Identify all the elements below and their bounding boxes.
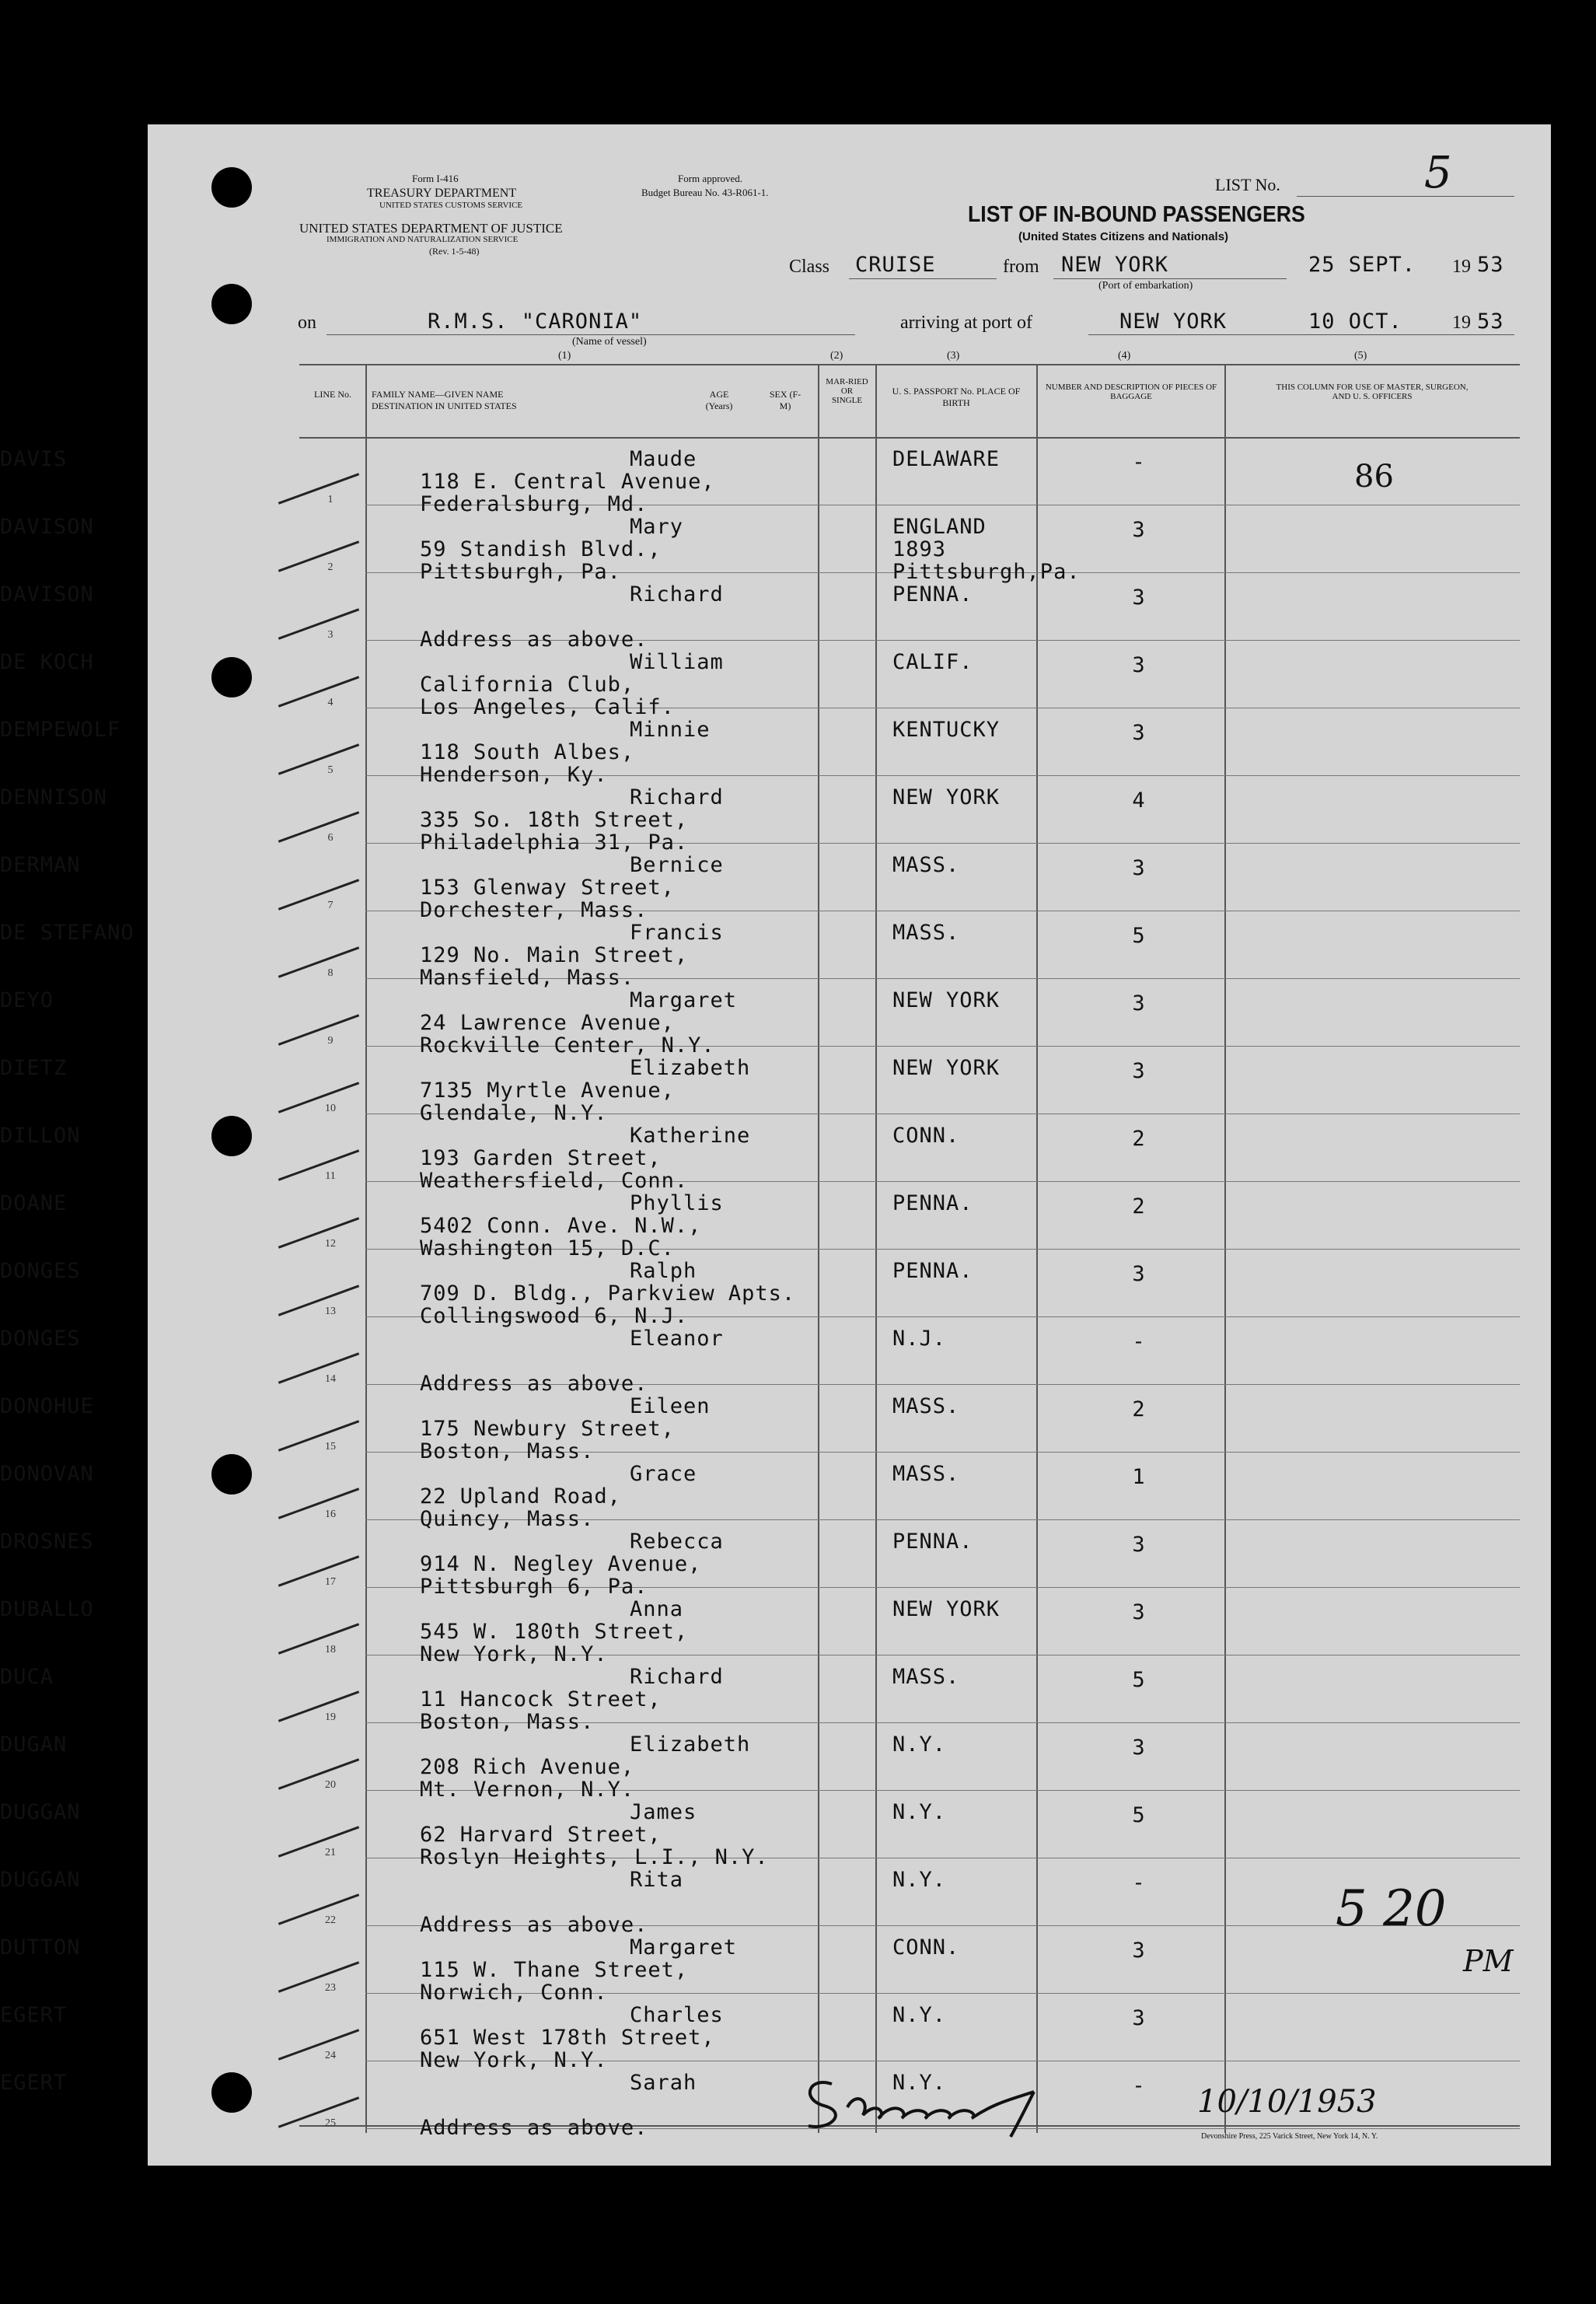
passenger-pob: N.Y.	[892, 1800, 947, 1824]
line-number: 6	[327, 832, 334, 844]
passenger-bag: 3	[1132, 586, 1146, 610]
depart-year-prefix: 19	[1452, 257, 1471, 277]
passenger-addr1: 7135 Myrtle Avenue,	[420, 1079, 675, 1103]
passenger-given: Elizabeth	[630, 1732, 751, 1757]
passenger-addr1: 335 So. 18th Street,	[420, 808, 689, 832]
passenger-addr1: 129 No. Main Street,	[420, 943, 689, 967]
ins-service: IMMIGRATION AND NATURALIZATION SERVICE	[327, 235, 519, 244]
passenger-family: DE KOCH	[0, 650, 94, 674]
passenger-addr2: Address as above.	[420, 628, 648, 652]
line-number: 9	[327, 1035, 334, 1047]
passenger-pob: PENNA.	[892, 1530, 973, 1554]
treasury-dept: TREASURY DEPARTMENT	[367, 187, 517, 200]
passenger-family: DONOHUE	[0, 1394, 94, 1418]
header-passport: U. S. PASSPORT No. PLACE OF BIRTH	[892, 386, 1021, 408]
line-number: 10	[325, 1103, 336, 1114]
line-number: 25	[325, 2117, 336, 2129]
passenger-row	[0, 1327, 1596, 1394]
vessel-name: R.M.S. "CARONIA"	[428, 309, 643, 334]
passenger-pob: NEW YORK	[892, 988, 1001, 1012]
passenger-addr2: Los Angeles, Calif.	[420, 695, 675, 719]
form-number: Form I-416	[412, 173, 459, 184]
passenger-given: Elizabeth	[630, 1056, 751, 1080]
passenger-row	[0, 1259, 1596, 1327]
passenger-bag: 5	[1132, 924, 1146, 948]
passenger-pob: MASS.	[892, 1665, 960, 1689]
passenger-family: DUGGAN	[0, 1800, 81, 1824]
form-approved: Form approved.	[678, 173, 743, 184]
passenger-bag: -	[1132, 1330, 1146, 1354]
arrive-port: NEW YORK	[1119, 309, 1228, 334]
passenger-family: DUBALLO	[0, 1597, 94, 1621]
passenger-row	[0, 1732, 1596, 1800]
passenger-addr2: Philadelphia 31, Pa.	[420, 830, 689, 855]
passenger-pob: N.Y.	[892, 1732, 947, 1757]
passenger-pob: MASS.	[892, 1394, 960, 1418]
passenger-addr2: Rockville Center, N.Y.	[420, 1033, 715, 1058]
passenger-bag: 3	[1132, 1059, 1146, 1083]
arriving-label: arriving at port of	[900, 313, 1032, 333]
line-number: 16	[325, 1509, 336, 1520]
arrive-year: 53	[1477, 309, 1504, 334]
passenger-family: DUTTON	[0, 1935, 81, 1960]
passenger-bag: 4	[1132, 788, 1146, 813]
arrive-underline	[1088, 334, 1514, 335]
passenger-family: DILLON	[0, 1124, 81, 1148]
header-destination: DESTINATION IN UNITED STATES	[372, 400, 517, 411]
port-embark-note: (Port of embarkation)	[1098, 280, 1193, 292]
from-underline	[1053, 278, 1287, 279]
arrive-year-prefix: 19	[1452, 313, 1471, 333]
passenger-given: Sarah	[630, 2071, 697, 2095]
list-no-label: LIST No.	[1215, 175, 1280, 194]
passenger-family: DROSNES	[0, 1530, 94, 1554]
passenger-row	[0, 650, 1596, 718]
col-number-2: (2)	[830, 350, 843, 362]
vessel-underline	[327, 334, 855, 335]
passenger-row	[0, 1191, 1596, 1259]
passenger-bag: -	[1132, 1871, 1146, 1895]
passenger-family: DUGAN	[0, 1732, 68, 1757]
passenger-family: DONOVAN	[0, 1462, 94, 1486]
class-label: Class	[789, 257, 830, 277]
header-married: MAR-RIED OR SINGLE	[826, 377, 868, 405]
line-number: 4	[327, 697, 334, 708]
passenger-given: Eileen	[630, 1394, 711, 1418]
passenger-addr2: Dorchester, Mass.	[420, 898, 648, 922]
passenger-addr1: 22 Upland Road,	[420, 1484, 621, 1509]
passenger-addr2: Pittsburgh 6, Pa.	[420, 1575, 648, 1599]
passenger-pob: ENGLAND	[892, 515, 987, 539]
passenger-bag: 3	[1132, 1600, 1146, 1624]
passenger-addr2: Mt. Vernon, N.Y.	[420, 1778, 635, 1802]
passenger-addr2: Weathersfield, Conn.	[420, 1169, 689, 1193]
line-number: 12	[325, 1238, 336, 1250]
passenger-addr1: 118 South Albes,	[420, 740, 635, 764]
passenger-pob: DELAWARE	[892, 447, 1001, 471]
punch-hole	[211, 284, 252, 324]
line-number: 23	[325, 1982, 336, 1994]
passenger-row	[0, 515, 1596, 582]
line-number: 13	[325, 1306, 336, 1317]
passenger-addr2: Collingswood 6, N.J.	[420, 1304, 689, 1328]
passenger-addr2: New York, N.Y.	[420, 1642, 608, 1666]
passenger-row	[0, 1800, 1596, 1868]
passenger-pob: CONN.	[892, 1935, 960, 1960]
header-baggage: NUMBER AND DESCRIPTION OF PIECES OF BAGGAGE	[1045, 383, 1217, 401]
passenger-row	[0, 1124, 1596, 1191]
col-number-4: (4)	[1118, 350, 1131, 362]
passenger-addr1: 5402 Conn. Ave. N.W.,	[420, 1214, 702, 1238]
line-number: 15	[325, 1441, 336, 1453]
passenger-pob: N.J.	[892, 1327, 947, 1351]
line-number: 11	[325, 1170, 336, 1182]
passenger-row	[0, 1462, 1596, 1530]
passenger-addr1: 208 Rich Avenue,	[420, 1755, 635, 1779]
passenger-addr2: New York, N.Y.	[420, 2048, 608, 2072]
passenger-family: DOANE	[0, 1191, 68, 1215]
passenger-row	[0, 921, 1596, 988]
passenger-addr2: Address as above.	[420, 2116, 648, 2140]
passenger-family: DAVISON	[0, 515, 94, 539]
passenger-pob: NEW YORK	[892, 1597, 1001, 1621]
passenger-bag: 2	[1132, 1194, 1146, 1218]
row1-officer-note: 86	[1354, 459, 1394, 495]
list-no-value: 5	[1424, 148, 1452, 198]
passenger-addr1: 651 West 178th Street,	[420, 2026, 715, 2050]
passenger-bag: -	[1132, 2074, 1146, 2098]
passenger-bag: 5	[1132, 1803, 1146, 1827]
passenger-addr1: 115 W. Thane Street,	[420, 1958, 689, 1982]
form-subtitle: (United States Citizens and Nationals)	[1018, 230, 1229, 243]
passenger-bag: 2	[1132, 1127, 1146, 1151]
passenger-addr1: 62 Harvard Street,	[420, 1823, 662, 1847]
passenger-given: Margaret	[630, 1935, 738, 1960]
passenger-addr2: Mansfield, Mass.	[420, 966, 635, 990]
passenger-addr2: Washington 15, D.C.	[420, 1236, 675, 1260]
passenger-given: Bernice	[630, 853, 724, 877]
passenger-given: Anna	[630, 1597, 684, 1621]
table-top-border	[299, 364, 1520, 365]
passenger-row	[0, 1530, 1596, 1597]
passenger-pob: N.Y.	[892, 2003, 947, 2027]
passenger-pob: PENNA.	[892, 582, 973, 607]
passenger-addr2: Quincy, Mass.	[420, 1507, 595, 1531]
form-title: LIST OF IN-BOUND PASSENGERS	[968, 202, 1305, 227]
passenger-given: Francis	[630, 921, 724, 945]
passenger-addr2: Henderson, Ky.	[420, 763, 608, 787]
passenger-addr2: Boston, Mass.	[420, 1439, 595, 1463]
passenger-bag: 3	[1132, 518, 1146, 542]
passenger-addr1: 11 Hancock Street,	[420, 1687, 662, 1711]
col-number-1: (1)	[558, 350, 571, 362]
passenger-addr1: 545 W. 180th Street,	[420, 1620, 689, 1644]
line-number: 2	[327, 561, 334, 573]
passenger-family: DONGES	[0, 1327, 81, 1351]
passenger-addr1: 175 Newbury Street,	[420, 1417, 675, 1441]
passenger-pob: MASS.	[892, 853, 960, 877]
line-number: 24	[325, 2050, 336, 2061]
passenger-pob: KENTUCKY	[892, 718, 1001, 742]
passenger-given: Richard	[630, 582, 724, 607]
vessel-note: (Name of vessel)	[572, 336, 647, 348]
passenger-bag: 5	[1132, 1668, 1146, 1692]
passenger-addr1: 153 Glenway Street,	[420, 876, 675, 900]
passenger-family: DAVISON	[0, 582, 94, 607]
passenger-bag: 3	[1132, 721, 1146, 745]
justice-dept: UNITED STATES DEPARTMENT OF JUSTICE	[299, 221, 563, 236]
passenger-pob3: Pittsburgh,Pa.	[892, 560, 1081, 584]
passenger-pob: CALIF.	[892, 650, 973, 674]
passenger-row	[0, 1597, 1596, 1665]
line-number: 18	[325, 1644, 336, 1655]
passenger-given: Katherine	[630, 1124, 751, 1148]
line-number: 1	[327, 494, 334, 505]
passenger-family: DENNISON	[0, 785, 108, 809]
passenger-addr1: 118 E. Central Avenue,	[420, 470, 715, 494]
passenger-row	[0, 785, 1596, 853]
passenger-family: DEMPEWOLF	[0, 718, 121, 742]
line-number: 20	[325, 1779, 336, 1791]
passenger-pob: CONN.	[892, 1124, 960, 1148]
passenger-given: Eleanor	[630, 1327, 724, 1351]
header-line-no: LINE No.	[314, 389, 351, 400]
passenger-given: Maude	[630, 447, 697, 471]
revision: (Rev. 1-5-48)	[429, 246, 480, 257]
line-number: 8	[327, 967, 334, 979]
passenger-row	[0, 582, 1596, 650]
passenger-family: EGERT	[0, 2003, 68, 2027]
passenger-bag: 3	[1132, 856, 1146, 880]
passenger-addr1: 24 Lawrence Avenue,	[420, 1011, 675, 1035]
printer-imprint: Devonshire Press, 225 Varick Street, New York 14, N. Y.	[1201, 2132, 1378, 2141]
depart-year: 53	[1477, 253, 1504, 277]
passenger-family: DIETZ	[0, 1056, 68, 1080]
depart-day: 25 SEPT.	[1308, 253, 1416, 277]
line-number: 17	[325, 1576, 336, 1588]
header-bottom-border	[299, 437, 1520, 439]
arrive-day: 10 OCT.	[1308, 309, 1402, 334]
passenger-given: Rebecca	[630, 1530, 724, 1554]
passenger-bag: 3	[1132, 991, 1146, 1016]
header-name: FAMILY NAME—GIVEN NAME	[372, 389, 504, 400]
passenger-pob: N.Y.	[892, 1868, 947, 1892]
passenger-pob: PENNA.	[892, 1191, 973, 1215]
passenger-pob: MASS.	[892, 1462, 960, 1486]
passenger-pob: PENNA.	[892, 1259, 973, 1283]
passenger-given: Phyllis	[630, 1191, 724, 1215]
passenger-addr2: Address as above.	[420, 1913, 648, 1937]
passenger-row	[0, 1056, 1596, 1124]
passenger-family: DE STEFANO	[0, 921, 134, 945]
col-number-5: (5)	[1354, 350, 1367, 362]
passenger-row	[0, 718, 1596, 785]
passenger-pob: N.Y.	[892, 2071, 947, 2095]
passenger-row	[0, 988, 1596, 1056]
passenger-addr2: Pittsburgh, Pa.	[420, 560, 621, 584]
passenger-bag: 3	[1132, 1533, 1146, 1557]
passenger-row	[0, 1665, 1596, 1732]
passenger-row	[0, 1935, 1596, 2003]
from-label: from	[1003, 257, 1039, 277]
passenger-given: Richard	[630, 1665, 724, 1689]
passenger-bag: 3	[1132, 1262, 1146, 1286]
passenger-given: Rita	[630, 1868, 684, 1892]
passenger-row	[0, 2003, 1596, 2071]
class-value: CRUISE	[855, 253, 936, 277]
header-officers: THIS COLUMN FOR USE OF MASTER, SURGEON, AND U. S. OFFICERS	[1276, 383, 1469, 401]
passenger-given: Mary	[630, 515, 684, 539]
signature-date: 10/10/1953	[1197, 2084, 1377, 2120]
passenger-addr1: 914 N. Negley Avenue,	[420, 1552, 702, 1576]
passenger-addr1: 193 Garden Street,	[420, 1146, 662, 1170]
on-label: on	[298, 313, 316, 333]
passenger-given: Grace	[630, 1462, 697, 1486]
passenger-pob2: 1893	[892, 537, 947, 561]
customs-service: UNITED STATES CUSTOMS SERVICE	[379, 201, 523, 210]
col-number-3: (3)	[947, 350, 960, 362]
line-number: 21	[325, 1847, 336, 1858]
passenger-addr2: Glendale, N.Y.	[420, 1101, 608, 1125]
line-number: 19	[325, 1711, 336, 1723]
budget-bureau: Budget Bureau No. 43-R061-1.	[641, 187, 769, 198]
passenger-given: Richard	[630, 785, 724, 809]
passenger-row	[0, 1394, 1596, 1462]
passenger-pob: NEW YORK	[892, 785, 1001, 809]
passenger-bag: 2	[1132, 1397, 1146, 1421]
line-number: 14	[325, 1373, 336, 1385]
arrival-time-note: 5 20	[1336, 1880, 1447, 1938]
line-number: 22	[325, 1914, 336, 1926]
header-sex: SEX (F-M)	[769, 389, 801, 411]
passenger-bag: 3	[1132, 1736, 1146, 1760]
passenger-addr2: Boston, Mass.	[420, 1710, 595, 1734]
passenger-family: DUGGAN	[0, 1868, 81, 1892]
passenger-given: Charles	[630, 2003, 724, 2027]
passenger-family: DUCA	[0, 1665, 54, 1689]
header-age: AGE (Years)	[705, 389, 733, 411]
passenger-bag: 1	[1132, 1465, 1146, 1489]
line-number: 5	[327, 764, 334, 776]
passenger-addr1: 59 Standish Blvd.,	[420, 537, 662, 561]
passenger-bag: -	[1132, 450, 1146, 474]
passenger-given: Margaret	[630, 988, 738, 1012]
passenger-bag: 3	[1132, 2006, 1146, 2030]
passenger-family: DERMAN	[0, 853, 81, 877]
passenger-family: DONGES	[0, 1259, 81, 1283]
passenger-family: EGERT	[0, 2071, 68, 2095]
class-underline	[849, 278, 997, 279]
from-value: NEW YORK	[1061, 253, 1169, 277]
arrival-time-suffix: PM	[1463, 1944, 1514, 1978]
passenger-family: DEYO	[0, 988, 54, 1012]
passenger-addr2: Norwich, Conn.	[420, 1981, 608, 2005]
passenger-bag: 3	[1132, 653, 1146, 677]
passenger-addr1: California Club,	[420, 673, 635, 697]
list-no-underline	[1297, 196, 1514, 197]
passenger-bag: 3	[1132, 1939, 1146, 1963]
passenger-family: DAVIS	[0, 447, 68, 471]
passenger-addr2: Address as above.	[420, 1372, 648, 1396]
passenger-given: James	[630, 1800, 697, 1824]
passenger-addr2: Federalsburg, Md.	[420, 492, 648, 516]
passenger-pob: NEW YORK	[892, 1056, 1001, 1080]
passenger-addr2: Roslyn Heights, L.I., N.Y.	[420, 1845, 769, 1869]
passenger-row	[0, 853, 1596, 921]
passenger-given: Ralph	[630, 1259, 697, 1283]
passenger-given: William	[630, 650, 724, 674]
line-number: 7	[327, 900, 334, 911]
line-number: 3	[327, 629, 334, 641]
officer-signature	[801, 2068, 1127, 2138]
punch-hole	[211, 167, 252, 208]
passenger-addr1: 709 D. Bldg., Parkview Apts.	[420, 1281, 796, 1306]
passenger-pob: MASS.	[892, 921, 960, 945]
passenger-given: Minnie	[630, 718, 711, 742]
